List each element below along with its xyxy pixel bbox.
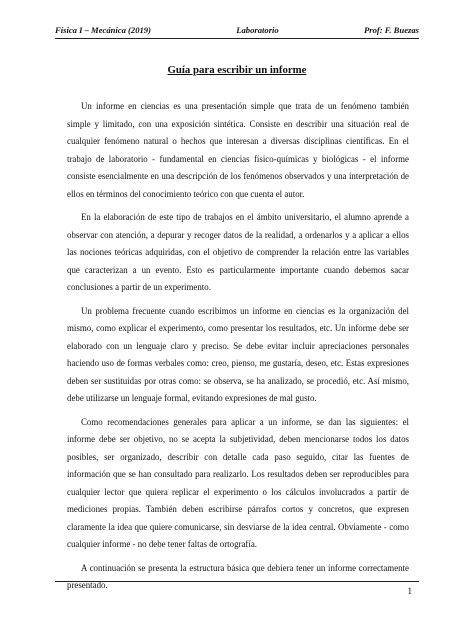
paragraph-2: En la elaboración de este tipo de trabajos en el ámbito universitario, el alumno aprende a observar con atención, a depurar y recoger datos de la realidad, a ordenarlos y a aplicar a ellos las nociones teóricas adquiridas, con el objetivo de comprender la relación entre las variables que caracterizan a un evento. Esto es particularmente importante cuando debemos sacar conclusiones a partir de un experimento. <box>67 212 409 292</box>
header-professor: Prof: F. Buezas <box>364 25 419 35</box>
paragraph-4: Como recomendaciones generales para aplicar a un informe, se dan las siguientes: el informe debe ser objetivo, no se acepta la subjetividad, deben mencionarse todos los datos posibles, ser organizado, describir con detalle cada paso seguido, citar las fuentes de información que se han consultado para realizarlo. Los resultados deben ser reproducibles para cualquier lector que quiera replicar el experimento o los cálculos involucrados a partir de mediciones propias. También deben escribirse párrafos cortos y concretos, que expresen claramente la idea que quiere comunicarse, sin desviarse de la idea central. Obviamente - como cualquier informe - no debe tener faltas de ortografía. <box>67 416 409 549</box>
paragraph-5: A continuación se presenta la estructura básica que debiera tener un informe correctamente presentado. <box>67 562 409 590</box>
paragraph-1: Un informe en ciencias es una presentación simple que trata de un fenómeno también simple y limitado, con una exposición sintética. Consiste en describir una situación real de cualquier fenómeno natural o hechos que interesan a diversas disciplinas científicas. En el trabajo de laboratorio - fundamental en ciencias físico-químicas y biológicas - el informe consiste esencialmente en una descripción de los fenómenos observados y una interpretación de ellos en términos del conocimiento teórico con que cuenta el autor. <box>67 101 409 199</box>
header-section: Laboratorio <box>236 25 279 35</box>
page-number: 1 <box>407 586 412 596</box>
document-title: Guía para escribir un informe <box>167 64 307 76</box>
footer-divider <box>55 581 419 582</box>
page-header <box>55 25 419 39</box>
document-body <box>67 98 409 601</box>
paragraph-3: Un problema frecuente cuando escribimos un informe en ciencias es la organización del mismo, como explicar el experimento, como presentar los resultados, etc. Un informe debe ser elaborado con un lenguaje claro y preciso. Se debe evitar incluir apreciaciones personales haciendo uso de formas verbales como: creo, pienso, me gustaría, deseo, etc. Estas expresiones deben ser sustituidas por otras como: se observa, se ha analizado, se procedió, etc. Así mismo, debe utilizarse un lenguaje formal, evitando expresiones de mal gusto. <box>67 305 409 403</box>
header-course: Física I – Mecánica (2019) <box>55 25 151 35</box>
